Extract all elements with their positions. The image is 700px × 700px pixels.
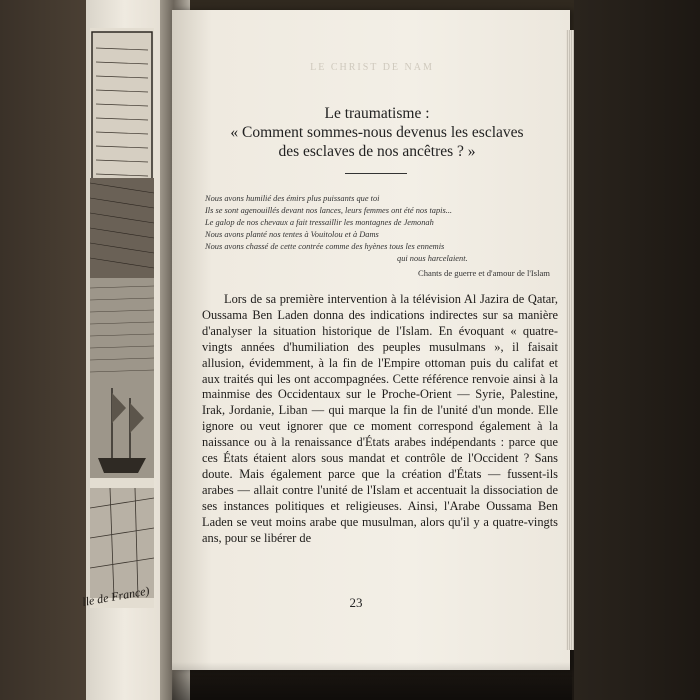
title-rule — [345, 173, 407, 174]
epigraph-line: Nous avons chassé de cette contrée comme des hyènes tous les ennemis — [205, 242, 445, 251]
epigraph — [205, 193, 555, 265]
page-number: 23 — [349, 595, 363, 610]
epigraph-line: qui nous harcelaient. — [397, 254, 468, 263]
epigraph-line: Nous avons humilié des émirs plus puissants que toi — [205, 194, 380, 203]
left-page-caption: lle de France) — [81, 583, 151, 610]
epigraph-line: Ils se sont agenouillés devant nos lances, leurs femmes ont été nos tapis... — [205, 206, 453, 215]
epigraph-line: Le galop de nos chevaux a fait tressaillir les montagnes de Jemonah — [205, 218, 434, 227]
left-background-edge — [0, 0, 90, 700]
body-text — [202, 292, 558, 547]
running-head: LE CHRIST DE NAM — [310, 62, 434, 73]
bottom-shadow — [172, 662, 572, 700]
chapter-title-line: Le traumatisme : — [324, 105, 430, 122]
page-edges — [566, 30, 574, 650]
chapter-title-line: « Comment sommes-nous devenus les esclaves — [230, 124, 524, 141]
chapter-title-line: des esclaves de nos ancêtres ? » — [278, 143, 476, 160]
body-paragraph: Lors de sa première intervention à la télévision Al Jazira de Qatar, Oussama Ben Laden donna des indications indirectes sur sa manière d'analyser la situation historique de l'Islam. En évoquant « quatre-vingts années d'humiliation des peuples musulmans », il faisait allusion, évidemment, à la fin de l'Empire ottoman puis du califat et aux traités qui les ont accompagnées. Cette référence renvoie ainsi à la mainmise des Occidentaux sur le Proche-Orient — Syrie, Palestine, Irak, Jordanie, Liban — qui marque la fin de l'unité d'un monde. Elle ignore ou veut ignorer que ce moment correspond également à la naissance ou à la renaissance d'États arabes indépendants : parce que ces États étaient alors sous mandat et contrôle de l'Occident ? Sans doute. Mais également parce que la création d'États — fussent-ils arabes — allait contre l'unité de l'Islam et accentuait la dissociation de ses instances politiques et religieuses. Ainsi, l'Arabe Oussama Ben Laden se veut moins arabe que musulman, alors qu'il y a quatre-vingts ans, pour se libérer de — [202, 292, 558, 545]
engraving-illustration — [90, 28, 154, 608]
epigraph-line: Nous avons planté nos tentes à Vouitolou et à Dams — [205, 230, 379, 239]
chapter-title — [192, 104, 562, 161]
right-background — [574, 0, 700, 700]
epigraph-source: Chants de guerre et d'amour de l'Islam — [418, 268, 550, 278]
